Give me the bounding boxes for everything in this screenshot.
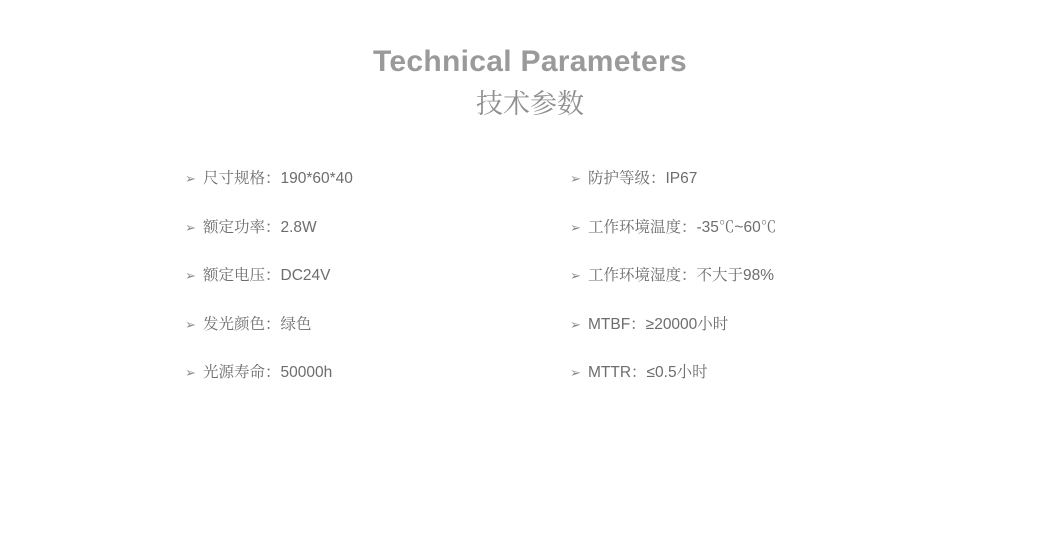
spec-label: 额定功率：2.8W (203, 218, 317, 236)
spec-label: MTBF：≥20000小时 (588, 315, 729, 333)
list-item (570, 265, 955, 314)
spec-label: 发光颜色：绿色 (203, 315, 312, 333)
list-item (570, 217, 955, 266)
specifications-grid (0, 168, 1060, 411)
list-item (570, 314, 955, 363)
list-item (185, 168, 570, 217)
specifications-column-right (570, 168, 955, 411)
list-item (570, 168, 955, 217)
page-title-en: Technical Parameters (373, 45, 687, 78)
arrow-bullet-icon: ➢ (570, 365, 581, 381)
list-item (185, 362, 570, 411)
page-title-cn: 技术参数 (476, 89, 584, 119)
spec-label: 额定电压：DC24V (203, 267, 331, 285)
spec-label: MTTR：≤0.5小时 (588, 364, 708, 382)
spec-label: 工作环境温度：-35℃~60℃ (588, 218, 777, 236)
spec-label: 防护等级：IP67 (588, 170, 698, 187)
arrow-bullet-icon: ➢ (570, 219, 581, 235)
list-item (185, 314, 570, 363)
spec-label: 光源寿命：50000h (203, 364, 333, 382)
spec-label: 尺寸规格：190*60*40 (203, 170, 353, 187)
arrow-bullet-icon: ➢ (185, 365, 196, 381)
arrow-bullet-icon: ➢ (185, 219, 196, 235)
list-item (185, 265, 570, 314)
arrow-bullet-icon: ➢ (570, 316, 581, 332)
arrow-bullet-icon: ➢ (185, 268, 196, 284)
specifications-column-left (185, 168, 570, 411)
list-item (185, 217, 570, 266)
list-item (570, 362, 955, 411)
arrow-bullet-icon: ➢ (570, 171, 581, 186)
arrow-bullet-icon: ➢ (185, 316, 196, 332)
spec-label: 工作环境湿度：不大于98% (588, 267, 775, 285)
page-header (0, 0, 1060, 124)
arrow-bullet-icon: ➢ (570, 268, 581, 284)
arrow-bullet-icon: ➢ (185, 171, 196, 186)
